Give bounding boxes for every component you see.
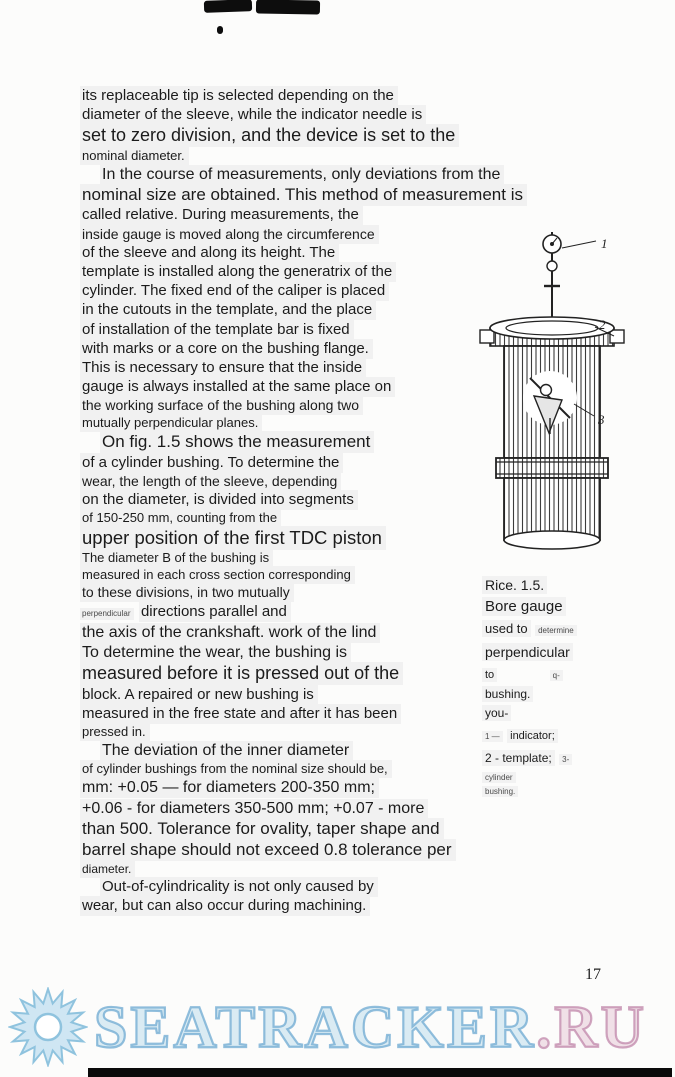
- text-line: [80, 603, 459, 620]
- line-text: diameter.: [80, 861, 135, 878]
- line-text: pressed in.: [80, 723, 150, 741]
- text-line: [80, 227, 459, 242]
- caption-text: Bore gauge: [482, 597, 566, 616]
- text-line: [80, 585, 459, 600]
- text-line: [80, 126, 617, 145]
- text-line: [80, 283, 459, 299]
- line-text: measured in the free state and after it has been: [80, 704, 401, 724]
- line-text: of installation of the template bar is fixed: [80, 320, 354, 340]
- line-text: measured in each cross section corresponding: [80, 566, 355, 584]
- watermark-brand: SEATRACKER: [94, 994, 537, 1060]
- line-text: the axis of the crankshaft. work of the lind: [80, 623, 380, 643]
- caption-text: to: [482, 668, 497, 682]
- line-text: On fig. 1.5 shows the measurement: [100, 431, 374, 453]
- text-line: [80, 800, 617, 817]
- line-text: measured before it is pressed out of the: [80, 662, 403, 685]
- figure-label-1: 1: [601, 236, 608, 251]
- scan-artifact-mark: [217, 26, 223, 34]
- line-text: than 500. Tolerance for ovality, taper shape and: [80, 818, 444, 840]
- figure-caption: [462, 577, 667, 796]
- text-line: [80, 820, 617, 838]
- line-text: directions parallel and: [139, 602, 291, 622]
- line-text: perpendicular: [80, 608, 134, 620]
- text-line: [80, 898, 617, 914]
- caption-text: Rice. 1.5.: [482, 576, 547, 594]
- caption-text: 2 - template;: [482, 750, 555, 766]
- line-text: diameter of the sleeve, while the indicator needle is: [80, 105, 426, 125]
- text-line: [80, 474, 459, 489]
- text-line: [80, 492, 459, 508]
- watermark-text: [94, 994, 647, 1060]
- text-line: [80, 664, 459, 683]
- watermark-tld: .RU: [536, 994, 647, 1060]
- line-text: of 150-250 mm, counting from the: [80, 509, 281, 527]
- text-line: [80, 207, 617, 223]
- caption-line: [482, 726, 667, 744]
- line-text: on the diameter, is divided into segments: [80, 490, 358, 510]
- text-line: [80, 511, 459, 525]
- text-line: [80, 416, 459, 430]
- text-line: [80, 149, 617, 163]
- figure-bore-gauge: [462, 228, 667, 801]
- line-text: of the sleeve and along its height. The: [80, 243, 339, 263]
- line-text: the working surface of the bushing along two: [80, 396, 363, 415]
- text-line: [80, 841, 617, 859]
- line-text: nominal diameter.: [80, 147, 189, 165]
- line-text: in the cutouts in the template, and the place: [80, 300, 376, 320]
- text-line: [80, 687, 459, 703]
- text-line: [80, 455, 459, 471]
- text-line: [80, 341, 459, 357]
- caption-line: [482, 787, 667, 796]
- text-line: [80, 322, 459, 338]
- bore-gauge-illustration: [462, 228, 662, 566]
- line-text: of a cylinder bushing. To determine the: [80, 453, 343, 473]
- line-text: wear, but can also occur during machining.: [80, 896, 370, 916]
- line-text: its replaceable tip is selected depending on the: [80, 86, 398, 106]
- caption-text: you-: [482, 705, 511, 721]
- scan-artifact-mark: [204, 0, 252, 13]
- page-number: 17: [585, 966, 601, 983]
- caption-line: [482, 749, 667, 767]
- caption-text: 3-: [559, 754, 572, 765]
- line-text: of cylinder bushings from the nominal size should be,: [80, 760, 392, 778]
- text-line: [80, 360, 459, 376]
- text-line: [80, 379, 459, 395]
- line-text: cylinder. The fixed end of the caliper is placed: [80, 281, 389, 301]
- line-text: barrel shape should not exceed 0.8 tolerance per: [80, 839, 456, 861]
- line-text: called relative. During measurements, the: [80, 205, 363, 225]
- text-line: [80, 706, 459, 722]
- sun-logo-icon: [8, 987, 88, 1067]
- line-text: gauge is always installed at the same place on: [80, 377, 395, 397]
- caption-text: used to: [482, 620, 531, 637]
- caption-text: perpendicular: [482, 643, 573, 661]
- line-text: mutually perpendicular planes.: [80, 414, 262, 432]
- line-text: Out-of-cylindricality is not only caused by: [100, 877, 378, 897]
- scan-artifact-mark: [256, 0, 320, 15]
- text-line: [80, 624, 459, 641]
- line-text: template is installed along the generatrix of the: [80, 262, 396, 282]
- line-text: upper position of the first TDC piston: [80, 526, 386, 550]
- text-line: [80, 398, 459, 413]
- line-text: mm: +0.05 — for diameters 200-350 mm;: [80, 778, 379, 798]
- line-text: The deviation of the inner diameter: [100, 741, 353, 761]
- text-line: [80, 879, 617, 895]
- line-text: with marks or a core on the bushing flange.: [80, 339, 373, 359]
- text-line: [80, 863, 617, 876]
- caption-line: [482, 773, 667, 782]
- text-line: [80, 551, 459, 565]
- caption-line: [482, 577, 667, 593]
- line-text: This is necessary to ensure that the inside: [80, 358, 366, 378]
- line-text: to these divisions, in two mutually: [80, 583, 294, 602]
- text-line: [80, 302, 459, 318]
- text-line: [80, 88, 617, 104]
- line-text: wear, the length of the sleeve, depending: [80, 472, 341, 491]
- text-line: [80, 264, 459, 280]
- line-text: set to zero division, and the device is set to the: [80, 124, 459, 147]
- text-line: [80, 433, 459, 451]
- line-text: block. A repaired or new bushing is: [80, 685, 318, 705]
- figure-label-3: 3: [598, 412, 605, 427]
- caption-text: indicator;: [507, 729, 558, 743]
- text-line: [80, 166, 617, 183]
- text-line: [80, 528, 459, 548]
- caption-text: bushing.: [482, 786, 518, 797]
- caption-line: [482, 688, 667, 702]
- caption-line: [482, 644, 667, 660]
- text-line: [80, 644, 459, 661]
- caption-text: determine: [535, 625, 577, 636]
- caption-line: [482, 665, 667, 683]
- caption-text: cylinder: [482, 772, 516, 783]
- text-line: [80, 245, 459, 261]
- line-text: The diameter B of the bushing is: [80, 549, 273, 567]
- text-line: [80, 725, 459, 739]
- text-line: [80, 568, 459, 582]
- caption-line: [482, 707, 667, 721]
- caption-line: [482, 598, 667, 615]
- line-text: In the course of measurements, only deviations from the: [100, 165, 504, 185]
- caption-line: [482, 620, 667, 638]
- line-text: +0.06 - for diameters 350-500 mm; +0.07 - more: [80, 799, 428, 819]
- caption-text: bushing.: [482, 686, 533, 702]
- caption-text: q-: [550, 670, 563, 681]
- caption-text: 1 —: [482, 731, 503, 742]
- text-line: [80, 107, 617, 123]
- line-text: inside gauge is moved along the circumference: [80, 225, 379, 244]
- figure-label-2: 2: [599, 317, 606, 332]
- line-text: nominal size are obtained. This method of measurement is: [80, 184, 527, 206]
- scan-artifact-bar: [88, 1068, 672, 1077]
- line-text: To determine the wear, the bushing is: [80, 643, 351, 663]
- text-line: [80, 186, 617, 204]
- watermark: [8, 988, 668, 1066]
